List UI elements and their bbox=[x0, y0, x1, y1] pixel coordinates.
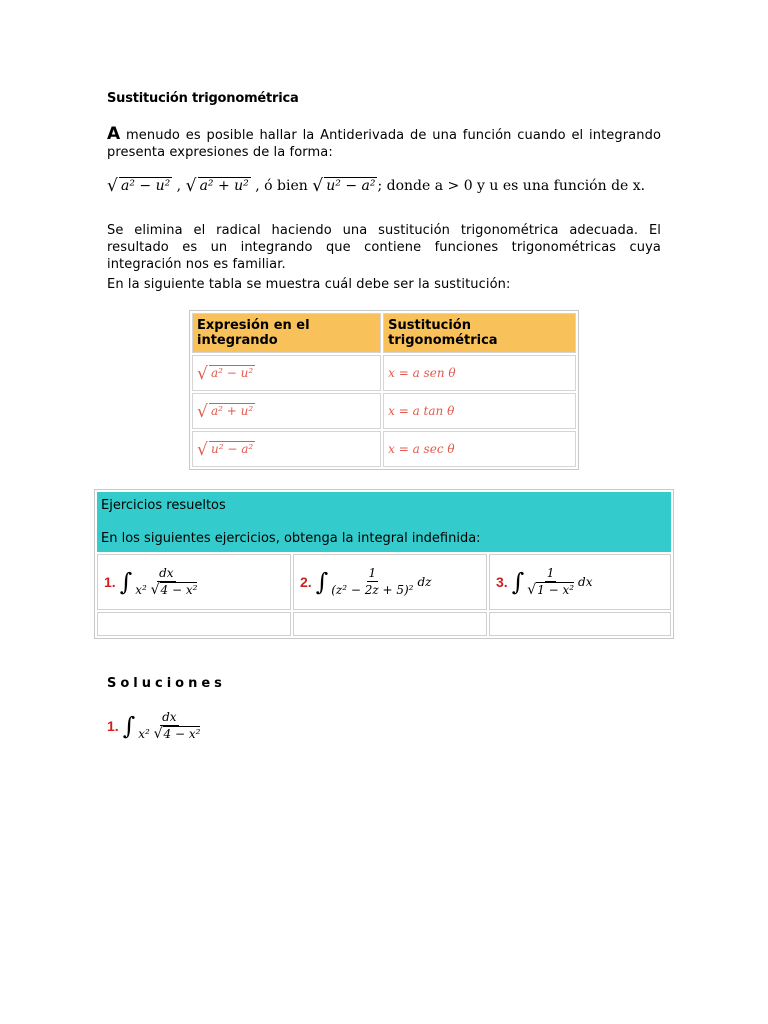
solution-number: 1. bbox=[107, 718, 119, 734]
paragraph-3: En la siguiente tabla se muestra cuál debe ser la sustitución: bbox=[107, 277, 511, 292]
exercises-header bbox=[97, 492, 671, 552]
table-row bbox=[192, 431, 576, 467]
exercises-instruction: En los siguientes ejercicios, obtenga la integral indefinida: bbox=[101, 531, 481, 546]
separator-2: , ó bien bbox=[255, 178, 308, 194]
denominator: x² √4 − x² bbox=[135, 582, 198, 598]
substitution-table bbox=[189, 310, 579, 470]
expr-cell: √ u² − a² bbox=[192, 431, 381, 467]
numerator: dx bbox=[159, 566, 174, 580]
sub-cell: x = a sec θ bbox=[383, 431, 576, 467]
intro-paragraph bbox=[107, 126, 661, 161]
denominator: x² √4 − x² bbox=[138, 726, 201, 742]
paragraph-2: Se elimina el radical haciendo una sustitución trigonométrica adecuada. El resultado es un integrando que contiene funciones trigonométricas cuya integración nos es familiar. bbox=[107, 223, 661, 272]
exercise-3 bbox=[489, 554, 671, 610]
exercises-heading: Ejercicios resueltos bbox=[101, 498, 226, 513]
denominator: √1 − x² bbox=[527, 582, 575, 598]
table-row bbox=[192, 355, 576, 391]
condition-text: ; donde a > 0 y u es una función de x. bbox=[377, 178, 646, 194]
empty-cell bbox=[293, 612, 487, 636]
empty-cell bbox=[97, 612, 291, 636]
numerator: 1 bbox=[546, 566, 555, 580]
page-title: Sustitución trigonométrica bbox=[107, 91, 299, 106]
intro-text: menudo es posible hallar la Antiderivada de una función cuando el integrando presenta expresiones de la forma: bbox=[107, 128, 661, 160]
expr-cell: √ a² − u² bbox=[192, 355, 381, 391]
radical-3: √ u² − a² bbox=[312, 176, 376, 196]
table-header-row bbox=[192, 313, 576, 353]
integral-sign: ∫ bbox=[511, 568, 525, 596]
integral-sign: ∫ bbox=[119, 568, 133, 596]
differential: dx bbox=[578, 575, 593, 589]
integral-sign: ∫ bbox=[315, 568, 329, 596]
exercise-number: 1. bbox=[104, 574, 116, 590]
exercise-number: 3. bbox=[496, 574, 508, 590]
sub-cell: x = a sen θ bbox=[383, 355, 576, 391]
sub-cell: x = a tan θ bbox=[383, 393, 576, 429]
header-expression: Expresión en el integrando bbox=[192, 313, 381, 353]
numerator: 1 bbox=[368, 566, 377, 580]
drop-letter: A bbox=[107, 124, 121, 144]
expr-cell: √ a² + u² bbox=[192, 393, 381, 429]
exercise-number: 2. bbox=[300, 574, 312, 590]
radical-forms bbox=[107, 178, 645, 194]
numerator: dx bbox=[162, 710, 177, 724]
exercise-1 bbox=[97, 554, 291, 610]
solutions-heading: Soluciones bbox=[107, 676, 226, 691]
integral-sign: ∫ bbox=[122, 712, 136, 740]
separator-1: , bbox=[176, 178, 182, 194]
solution-1 bbox=[107, 710, 202, 742]
empty-cell bbox=[489, 612, 671, 636]
radical-2: √ a² + u² bbox=[185, 176, 249, 196]
differential: dz bbox=[417, 575, 432, 589]
radical-1: √ a² − u² bbox=[107, 176, 171, 196]
denominator: (z² − 2z + 5)² bbox=[331, 583, 414, 597]
table-row bbox=[192, 393, 576, 429]
exercises-table bbox=[94, 489, 674, 639]
exercise-2 bbox=[293, 554, 487, 610]
header-substitution: Sustitución trigonométrica bbox=[383, 313, 576, 353]
